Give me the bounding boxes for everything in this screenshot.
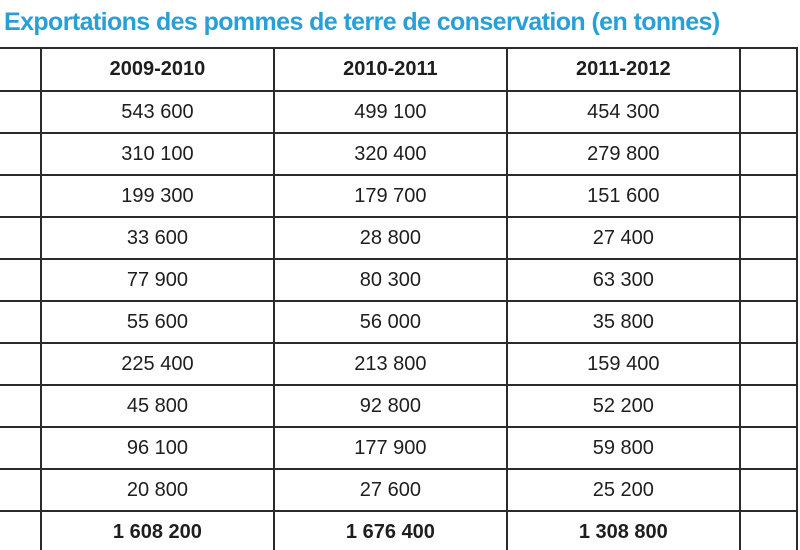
table-cell: 179 700 bbox=[274, 175, 507, 217]
table-cell: 20 800 bbox=[41, 469, 274, 511]
row-label-header-cell bbox=[0, 48, 41, 91]
table-title: Exportations des pommes de terre de conservation (en tonnes) bbox=[4, 8, 720, 36]
column-header: 2010-2011 bbox=[274, 48, 507, 91]
total-cell: 1 608 200 bbox=[41, 511, 274, 550]
row-label-cell bbox=[0, 469, 41, 511]
extra-cell bbox=[740, 385, 797, 427]
extra-cell bbox=[740, 259, 797, 301]
table-cell: 199 300 bbox=[41, 175, 274, 217]
table-cell: 55 600 bbox=[41, 301, 274, 343]
exports-table bbox=[0, 47, 798, 550]
table-row bbox=[0, 259, 797, 301]
extra-cell bbox=[740, 175, 797, 217]
table-cell: 151 600 bbox=[507, 175, 740, 217]
table-cell: 279 800 bbox=[507, 133, 740, 175]
column-header: 2011-2012 bbox=[507, 48, 740, 91]
extra-cell bbox=[740, 469, 797, 511]
column-header: 2009-2010 bbox=[41, 48, 274, 91]
table-cell: 28 800 bbox=[274, 217, 507, 259]
extra-cell bbox=[740, 343, 797, 385]
table-cell: 320 400 bbox=[274, 133, 507, 175]
table-cell: 63 300 bbox=[507, 259, 740, 301]
row-label-cell bbox=[0, 511, 41, 550]
table-cell: 52 200 bbox=[507, 385, 740, 427]
table-row bbox=[0, 343, 797, 385]
table-cell: 159 400 bbox=[507, 343, 740, 385]
table-cell: 27 400 bbox=[507, 217, 740, 259]
table-cell: 499 100 bbox=[274, 91, 507, 133]
table-cell: 33 600 bbox=[41, 217, 274, 259]
extra-column-header bbox=[740, 48, 797, 91]
row-label-cell bbox=[0, 301, 41, 343]
table-row bbox=[0, 217, 797, 259]
table-row bbox=[0, 175, 797, 217]
extra-cell bbox=[740, 427, 797, 469]
row-label-cell bbox=[0, 385, 41, 427]
table-row bbox=[0, 385, 797, 427]
table-row bbox=[0, 301, 797, 343]
table-cell: 454 300 bbox=[507, 91, 740, 133]
row-label-cell bbox=[0, 133, 41, 175]
table-row bbox=[0, 469, 797, 511]
table-cell: 27 600 bbox=[274, 469, 507, 511]
total-cell: 1 676 400 bbox=[274, 511, 507, 550]
header-row bbox=[0, 48, 797, 91]
table-cell: 45 800 bbox=[41, 385, 274, 427]
total-cell: 1 308 800 bbox=[507, 511, 740, 550]
row-label-cell bbox=[0, 217, 41, 259]
table-cell: 80 300 bbox=[274, 259, 507, 301]
table-cell: 225 400 bbox=[41, 343, 274, 385]
row-label-cell bbox=[0, 343, 41, 385]
table-row bbox=[0, 91, 797, 133]
table-cell: 96 100 bbox=[41, 427, 274, 469]
table-cell: 59 800 bbox=[507, 427, 740, 469]
extra-cell bbox=[740, 133, 797, 175]
table-cell: 543 600 bbox=[41, 91, 274, 133]
table-cell: 310 100 bbox=[41, 133, 274, 175]
extra-cell bbox=[740, 511, 797, 550]
row-label-cell bbox=[0, 91, 41, 133]
table-cell: 56 000 bbox=[274, 301, 507, 343]
table-cell: 35 800 bbox=[507, 301, 740, 343]
extra-cell bbox=[740, 91, 797, 133]
extra-cell bbox=[740, 217, 797, 259]
table-cell: 92 800 bbox=[274, 385, 507, 427]
row-label-cell bbox=[0, 259, 41, 301]
table-row bbox=[0, 133, 797, 175]
total-row bbox=[0, 511, 797, 550]
table-cell: 177 900 bbox=[274, 427, 507, 469]
table-cell: 213 800 bbox=[274, 343, 507, 385]
row-label-cell bbox=[0, 427, 41, 469]
row-label-cell bbox=[0, 175, 41, 217]
table-row bbox=[0, 427, 797, 469]
table-cell: 77 900 bbox=[41, 259, 274, 301]
extra-cell bbox=[740, 301, 797, 343]
table-cell: 25 200 bbox=[507, 469, 740, 511]
